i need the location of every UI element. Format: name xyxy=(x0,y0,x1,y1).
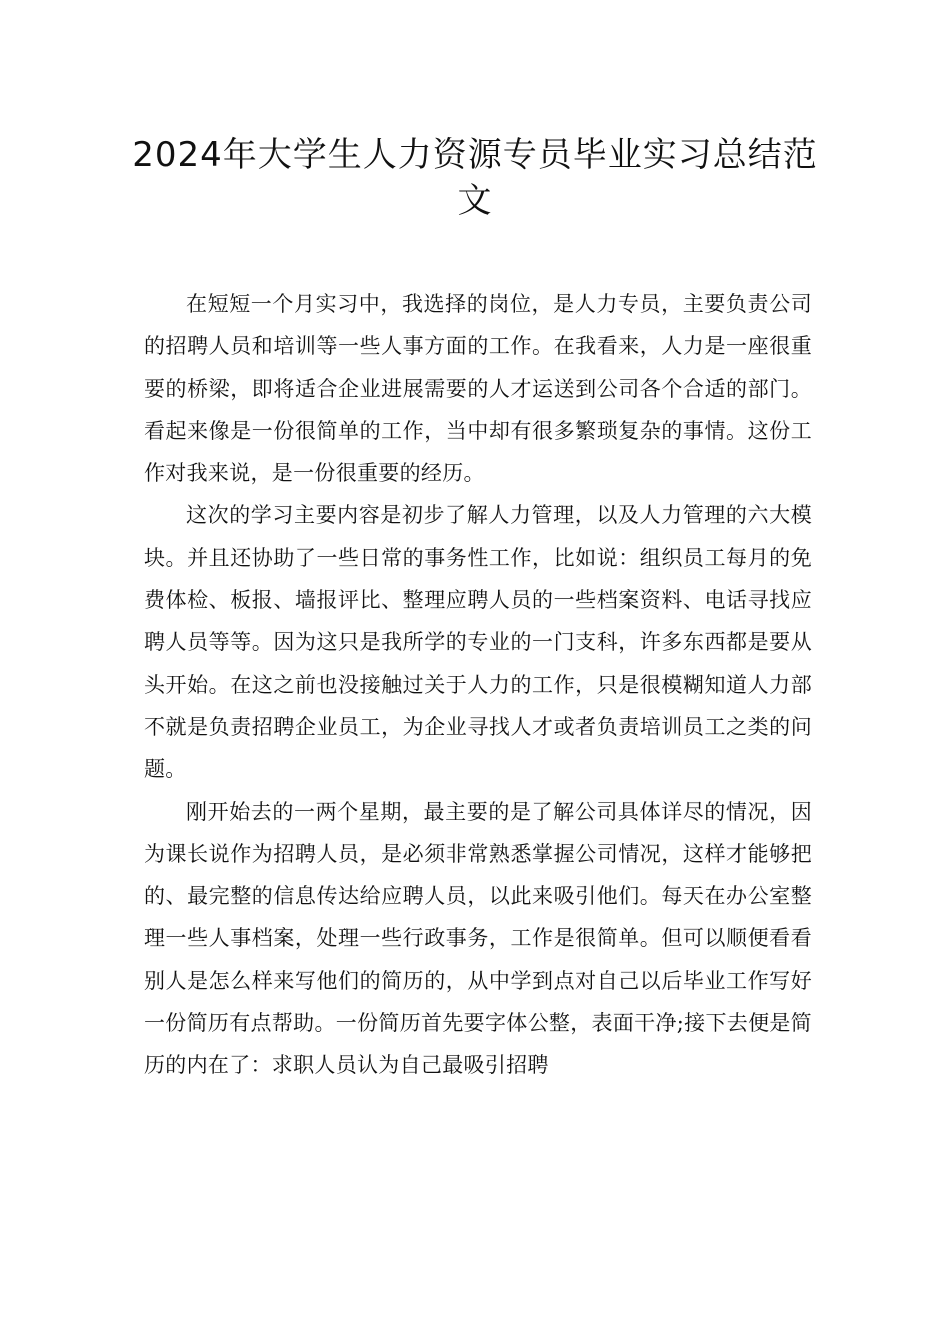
paragraph-3: 刚开始去的一两个星期，最主要的是了解公司具体详尽的情况，因为课长说作为招聘人员，是必须非常熟悉掌握公司情况，这样才能够把的、最完整的信息传达给应聘人员，以此来吸引他们。每天在办公室整理一些人事档案，处理一些行政事务，工作是很简单。但可以顺便看看别人是怎么样来写他们的简历的，从中学到点对自己以后毕业工作写好一份简历有点帮助。一份简历首先要字体公整，表面干净;接下去便是简历的内在了：求职人员认为自己最吸引招聘 xyxy=(144,799,812,1078)
paragraph-2: 这次的学习主要内容是初步了解人力管理，以及人力管理的六大模块。并且还协助了一些日常的事务性工作，比如说：组织员工每月的免费体检、板报、墙报评比、整理应聘人员的一些档案资料、电话寻找应聘人员等等。因为这只是我所学的专业的一门支科，许多东西都是要从头开始。在这之前也没接触过关于人力的工作，只是很模糊知道人力部不就是负责招聘企业员工，为企业寻找人才或者负责培训员工之类的问题。 xyxy=(144,503,812,782)
paragraph-1: 在短短一个月实习中，我选择的岗位，是人力专员，主要负责公司的招聘人员和培训等一些人事方面的工作。在我看来，人力是一座很重要的桥梁，即将适合企业进展需要的人才运送到公司各个合适的部门。看起来像是一份很简单的工作，当中却有很多繁琐复杂的事情。这份工作对我来说，是一份很重要的经历。 xyxy=(144,292,812,486)
document-body xyxy=(144,283,812,1087)
document-title: 2024年大学生人力资源专员毕业实习总结范文 xyxy=(132,135,818,221)
